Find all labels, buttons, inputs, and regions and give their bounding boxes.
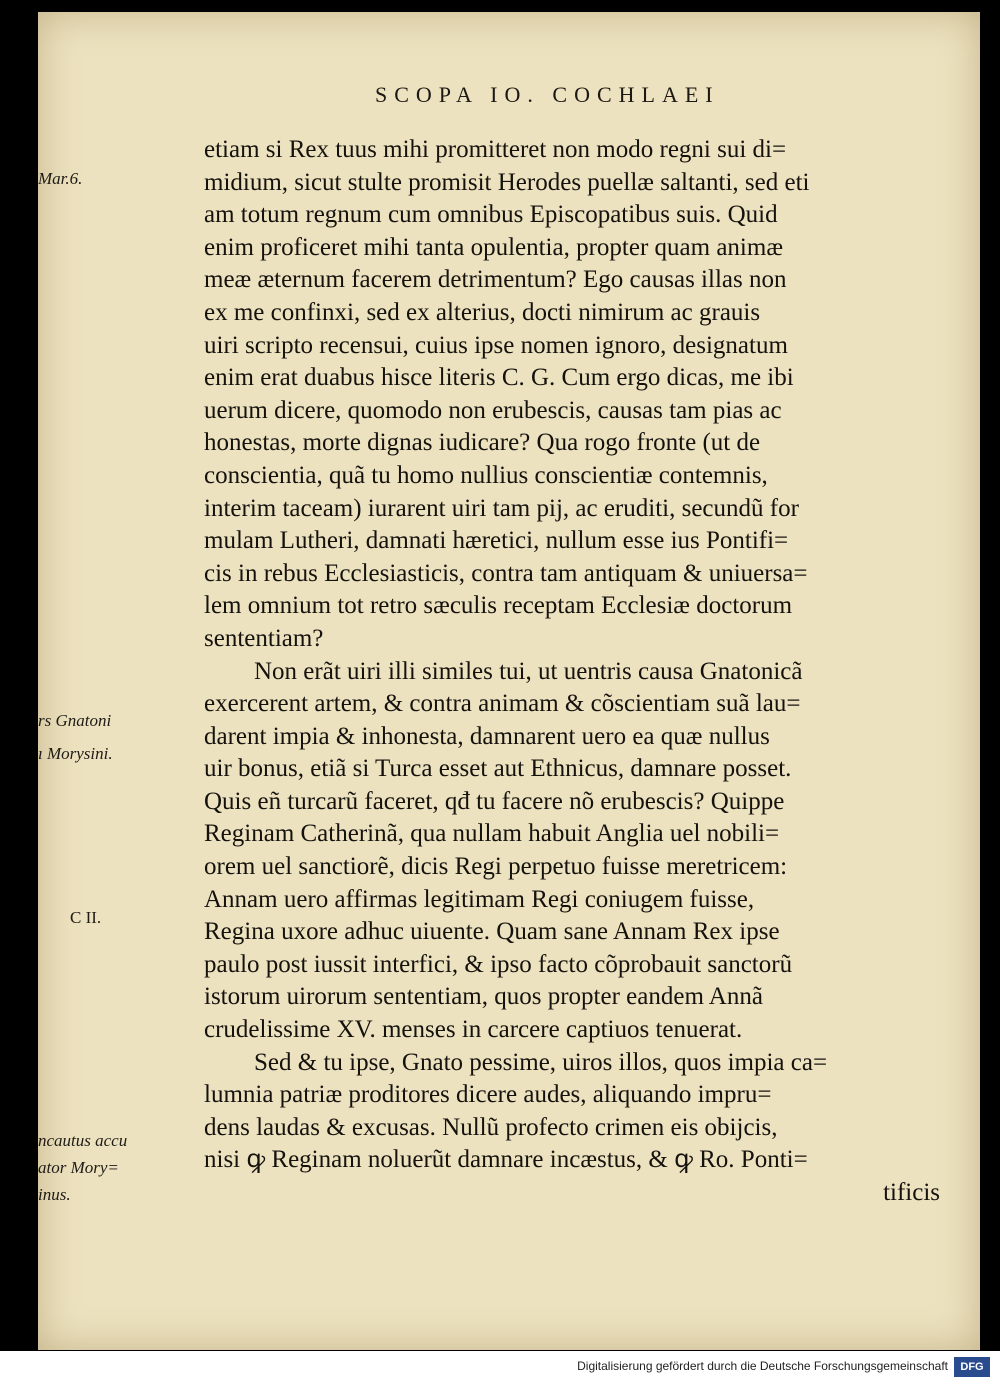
text-line: Non erãt uiri illi similes tui, ut uentris causa Gnatonicã — [254, 657, 803, 685]
text-line: lumnia patriæ proditores dicere audes, aliquando impru= — [204, 1081, 772, 1109]
margin-note-gnatoni: rs Gnatoni — [38, 711, 112, 730]
text-line: Quis eñ turcarũ faceret, qđ tu facere nõ erubescis? Quippe — [204, 787, 785, 815]
text-line: Reginam Catherinã, qua nullam habuit Anglia uel nobili= — [204, 820, 780, 848]
margin-note-morysini: ı Morysini. — [38, 744, 113, 763]
running-title: SCOPA IO. COCHLAEI — [375, 82, 720, 107]
text-line: ex me confinxi, sed ex alterius, docti nimirum ac grauis — [204, 298, 761, 326]
margin-note-mark: Mar.6. — [38, 169, 83, 188]
margin-note-c2: C II. — [70, 908, 102, 927]
text-line: am totum regnum cum omnibus Episcopatibus suis. Quid — [204, 201, 778, 229]
text-line: darent impia & inhonesta, damnarent uero ea quæ nullus — [204, 722, 770, 750]
text-line: midium, sicut stulte promisit Herodes puellæ saltanti, sed eti — [204, 168, 810, 196]
text-line: crudelissime XV. menses in carcere captiuos tenuerat. — [204, 1016, 743, 1044]
text-line: enim proficeret mihi tanta opulentia, propter quam animæ — [204, 233, 783, 261]
text-line: uir bonus, etiã si Turca esset aut Ethnicus, damnare posset. — [204, 755, 792, 783]
dfg-logo: DFG — [954, 1357, 990, 1377]
text-line: lem omnium tot retro sæculis receptam Ecclesiæ doctorum — [204, 592, 793, 620]
funding-notice: Digitalisierung gefördert durch die Deutsche Forschungsgemeinschaft — [577, 1359, 948, 1373]
text-line: orem uel sanctiorẽ, dicis Regi perpetuo fuisse meretricem: — [204, 853, 788, 881]
text-line: uerum dicere, quomodo non erubescis, causas tam pias ac — [204, 396, 782, 424]
margin-note-incautus: ncautus accu — [38, 1131, 128, 1150]
text-line: sententiam? — [204, 624, 324, 652]
text-line: Sed & tu ipse, Gnato pessime, uiros illos, quos impia ca= — [254, 1048, 828, 1076]
text-line: conscientia, quã tu homo nullius conscientiæ contemnis, — [204, 461, 768, 489]
text-line: enim erat duabus hisce literis C. G. Cum ergo dicas, me ibi — [204, 364, 794, 392]
margin-note-inus: inus. — [38, 1185, 71, 1204]
text-line: nisi ꝙ Reginam noluerũt damnare incæstus, & ꝙ Ro. Ponti= — [204, 1146, 808, 1174]
text-line: mulam Lutheri, damnati hæretici, nullum esse ius Pontifi= — [204, 527, 789, 555]
book-page — [38, 12, 980, 1350]
text-line: Annam uero affirmas legitimam Regi coniugem fuisse, — [204, 885, 755, 913]
text-line: istorum uirorum sententiam, quos propter eandem Annã — [204, 983, 763, 1011]
text-line: interim taceam) iurarent uiri tam pij, ac eruditi, secundũ for — [204, 494, 799, 522]
text-line: tificis — [883, 1179, 940, 1206]
text-line: uiri scripto recensui, cuius ipse nomen ignoro, designatum — [204, 331, 788, 359]
text-line: cis in rebus Ecclesiasticis, contra tam antiquam & uniuersa= — [204, 559, 808, 587]
footer-bar — [0, 1351, 1000, 1385]
text-line: paulo post iussit interfici, & ipso facto cõprobauit sanctorũ — [204, 950, 793, 978]
body-text — [204, 134, 940, 1210]
text-line: honestas, morte dignas iudicare? Qua rogo fronte (ut de — [204, 429, 761, 457]
margin-note-ator: ator Mory= — [38, 1158, 119, 1177]
text-line: etiam si Rex tuus mihi promitteret non modo regni sui di= — [204, 136, 787, 163]
text-line: Regina uxore adhuc uiuente. Quam sane Annam Rex ipse — [204, 918, 780, 946]
text-line: dens laudas & excusas. Nullũ profecto crimen eis obijcis, — [204, 1113, 778, 1141]
text-line: exercerent artem, & contra animam & cõscientiam suã lau= — [204, 690, 801, 718]
text-line: meæ æternum facerem detrimentum? Ego causas illas non — [204, 266, 787, 294]
